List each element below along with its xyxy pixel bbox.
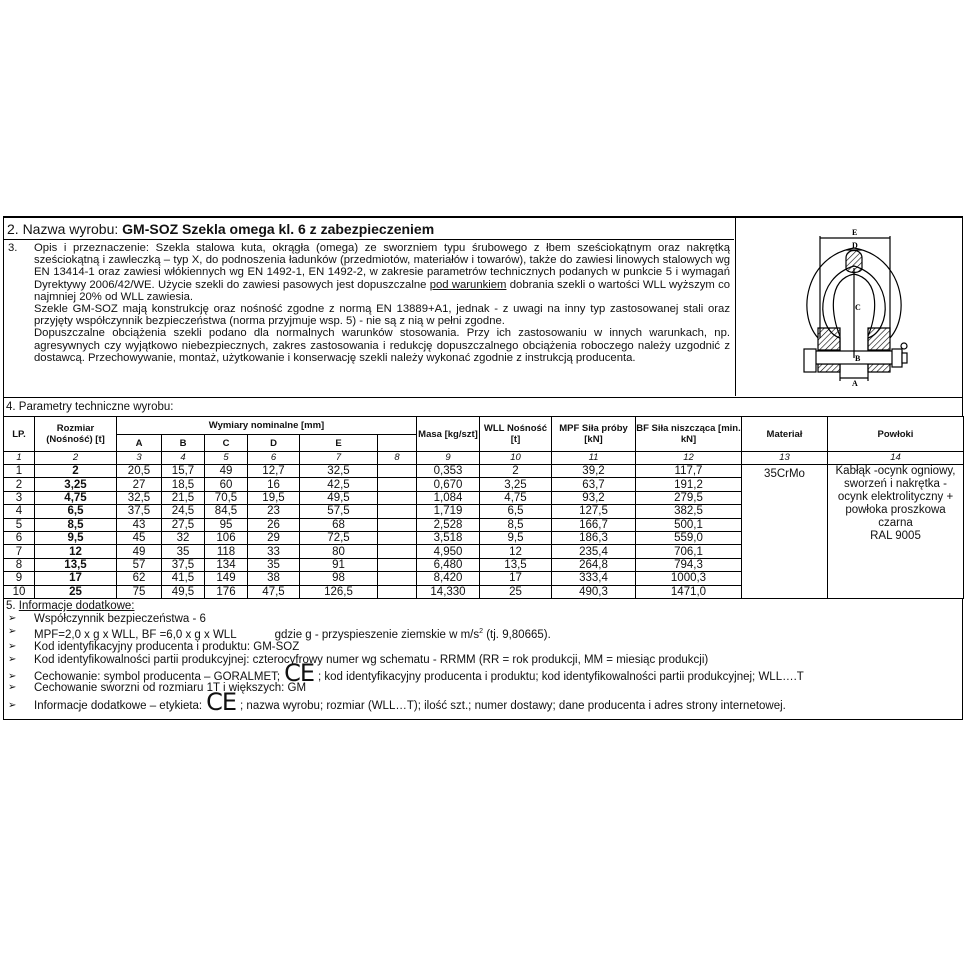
header-dim-a: A <box>117 435 162 452</box>
arrow-bullet-icon: ➢ <box>8 699 17 711</box>
divider <box>4 397 962 398</box>
header-size: Rozmiar (Nośność) [t] <box>35 417 117 452</box>
header-dim-d: D <box>248 435 300 452</box>
header-dimensions: Wymiary nominalne [mm] <box>117 417 417 435</box>
svg-text:B: B <box>855 354 861 363</box>
product-name-row <box>4 218 734 240</box>
ce-mark-icon: CE <box>206 687 237 716</box>
arrow-bullet-icon: ➢ <box>8 671 17 683</box>
list-item: ➢ Kod identyfikowalności partii produkcyjnej: czterocyfrowy numer wg schematu - RRMM (RR = rok produkcji, MM = miesiąc produkcji) <box>8 653 709 666</box>
list-item: ➢ Współczynnik bezpieczeństwa - 6 <box>8 612 206 625</box>
arrow-bullet-icon: ➢ <box>8 640 17 652</box>
svg-text:C: C <box>855 303 861 312</box>
header-wll: WLL Nośność [t] <box>480 417 552 452</box>
product-spec-sheet <box>3 216 963 720</box>
svg-text:D: D <box>852 241 858 250</box>
list-item: ➢ MPF=2,0 x g x WLL, BF =6,0 x g x WLL gdzie g - przyspieszenie ziemskie w $m/s^2$ (tj. 9,80665). <box>8 625 551 641</box>
table-row: 7 12 49 35 118 33 80 4,950 12 235,4 706,1 <box>4 545 964 558</box>
underlined-condition: pod warunkiem <box>429 278 507 291</box>
arrow-bullet-icon: ➢ <box>8 625 17 637</box>
product-name: GM-SOZ Szekla omega kl. 6 z zabezpieczeniem <box>122 221 435 237</box>
table-row: 4 6,5 37,5 24,5 84,5 23 57,5 1,719 6,5 127,5 382,5 <box>4 505 964 518</box>
header-material: Materiał <box>742 417 828 452</box>
list-item: ➢ Informacje dodatkowe – etykieta: CE ; nazwa wyrobu; rozmiar (WLL…T); ilość szt.; numer dostawy; dane producenta i adres strony internetowej. <box>8 687 786 716</box>
list-item: ➢ Cechowanie: symbol producenta – GORALMET; CE ; kod identyfikacyjny producenta i produktu; kod identyfikowalności partii produkcyjnej; WLL….T <box>8 659 804 688</box>
list-item: ➢ Cechowanie sworzni od rozmiaru 1T i większych: GM <box>8 682 307 695</box>
additional-info <box>3 599 963 720</box>
svg-text:A: A <box>852 379 858 388</box>
description-paragraph-1: Opis i przeznaczenie: Szekla stalowa kuta, okrągła (omega) ze sworzniem typu śrubowego z łbem sześciokątnym oraz nakrętką sześciokątną i zawleczką – typ X, do podnoszenia ładunków (przedmiotów, materiałów i towarów), także do zawiesi linowych stalowych wg EN 13414-1 oraz zawiesi włókiennych wg EN 1492-1, EN 1492-2, w zakresie parametrów technicznych podanych w punkcie 5 i wymagań Dyrektywy 2006/42/WE. Użycie szekli do zawiesi pasowych jest dopuszczalne pod warunkiem dobrania szekli o wartości WLL wyższym co najmniej 20% od WLL zawiesia. <box>34 242 731 303</box>
table-row: 2 3,25 27 18,5 60 16 42,5 0,670 3,25 63,7 191,2 <box>4 478 964 491</box>
product-name-label: 2. Nazwa wyrobu: <box>7 221 123 237</box>
header-dim-b: B <box>162 435 205 452</box>
header-coating: Powłoki <box>828 417 964 452</box>
parameters-table <box>3 416 964 599</box>
material-cell: 35CrMo <box>742 465 828 599</box>
arrow-bullet-icon: ➢ <box>8 612 17 624</box>
table-row: 8 13,5 57 37,5 134 35 91 6,480 13,5 264,8 794,3 <box>4 558 964 571</box>
description-block <box>3 216 963 398</box>
table-row: 6 9,5 45 32 106 29 72,5 3,518 9,5 186,3 559,0 <box>4 531 964 544</box>
header-dim-blank <box>378 435 417 452</box>
additional-info-title: 5. Informacje dodatkowe: <box>6 599 135 612</box>
table-row: 9 17 62 41,5 149 38 98 8,420 17 333,4 1000,3 <box>4 572 964 585</box>
header-mpf: MPF Siła próby [kN] <box>552 417 636 452</box>
section-number: 3. <box>8 242 18 254</box>
table-row: 3 4,75 32,5 21,5 70,5 19,5 49,5 1,084 4,75 93,2 279,5 <box>4 491 964 504</box>
ce-mark-icon: CE <box>284 659 315 688</box>
header-dim-c: C <box>205 435 248 452</box>
header-lp: LP. <box>4 417 35 452</box>
description-paragraph-2: Szekle GM-SOZ mają konstrukcję oraz nośność zgodne z normą EN 13889+A1, jednak - z uwagi na inny typ zastosowanej stali oraz przyjęty współczynnik bezpieczeństwa (norma przyjmuje wsp. 5) - nie są z nią w pełni zgodne. <box>34 303 730 328</box>
arrow-bullet-icon: ➢ <box>8 682 17 694</box>
product-description <box>4 241 734 364</box>
arrow-bullet-icon: ➢ <box>8 653 17 665</box>
header-bf: BF Siła niszcząca [min. kN] <box>636 417 742 452</box>
header-dim-e: E <box>300 435 378 452</box>
table-row: 5 8,5 43 27,5 95 26 68 2,528 8,5 166,7 500,1 <box>4 518 964 531</box>
coating-cell: Kabłąk -ocynk ogniowy, sworzeń i nakrętka - ocynk elektrolityczny + powłoka proszkowa czarna RAL 9005 <box>828 465 964 599</box>
shackle-drawing-cell <box>735 218 965 396</box>
table-row: 1 2 20,5 15,7 49 12,7 32,5 0,353 2 39,2 117,7 35CrMo Kabłąk -ocynk ogniowy, sworzeń i nakrętka - ocynk elektrolityczny + powłoka proszkowa czarna RAL 9005 <box>4 465 964 478</box>
list-item: ➢ Kod identyfikacyjny producenta i produktu: GM-SOZ <box>8 640 300 653</box>
svg-text:E: E <box>852 228 858 237</box>
column-index-row: 1 2 3 4 5 6 7 8 9 10 11 12 13 14 <box>4 452 964 465</box>
shackle-drawing-icon <box>736 218 965 396</box>
parameters-title: 4. Parametry techniczne wyrobu: <box>3 398 963 416</box>
header-mass: Masa [kg/szt] <box>417 417 480 452</box>
table-row: 10 25 75 49,5 176 47,5 126,5 14,330 25 490,3 1471,0 <box>4 585 964 598</box>
description-paragraph-3: Dopuszczalne obciążenia szekli podano dla normalnych warunków stosowania. Przy ich zastosowaniu w innych warunkach, np. agresywnych czy wyjątkowo niebezpiecznych, zakres zastosowania i redukcję dopuszczalnego obciążenia roboczego należy uzgodnić z dostawcą. Przechowywanie, montaż, użytkowanie i konserwację szekli należy wykonać zgodnie z instrukcją producenta. <box>34 327 730 364</box>
